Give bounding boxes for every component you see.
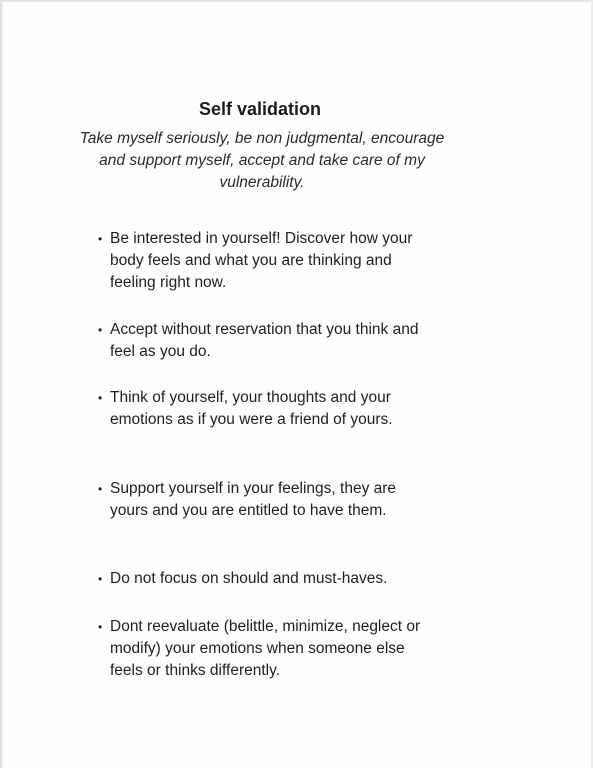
bullet-dot: •	[98, 323, 103, 337]
bullet-dot: •	[98, 482, 103, 496]
list-item-text: Do not focus on should and must-haves.	[110, 570, 388, 587]
list-item	[96, 387, 430, 431]
bullet-dot: •	[98, 391, 103, 405]
bullet-dot: •	[98, 620, 103, 634]
list-item-text: Think of yourself, your thoughts and your emotions as if you were a friend of yours.	[110, 389, 393, 428]
list-item-text: Dont reevaluate (belittle, minimize, neglect or modify) your emotions when someone else feels or thinks differently.	[110, 618, 421, 679]
list-item	[96, 478, 420, 522]
page-title: Self validation	[198, 99, 322, 119]
page-subtitle: Take myself seriously, be non judgmental, encourage and support myself, accept and take care of my vulnerability.	[79, 130, 445, 191]
list-item	[96, 319, 430, 363]
bullet-dot: •	[98, 572, 103, 586]
list-item	[96, 228, 430, 294]
list-item-text: Accept without reservation that you think and feel as you do.	[110, 321, 419, 360]
list-item	[96, 616, 440, 682]
scan-edge-top	[0, 0, 593, 2]
list-item-text: Be interested in yourself! Discover how your body feels and what you are thinking and feeling right now.	[110, 230, 413, 291]
list-item	[96, 568, 440, 590]
bullet-dot: •	[98, 232, 103, 246]
list-item-text: Support yourself in your feelings, they are yours and you are entitled to have them.	[110, 480, 397, 519]
